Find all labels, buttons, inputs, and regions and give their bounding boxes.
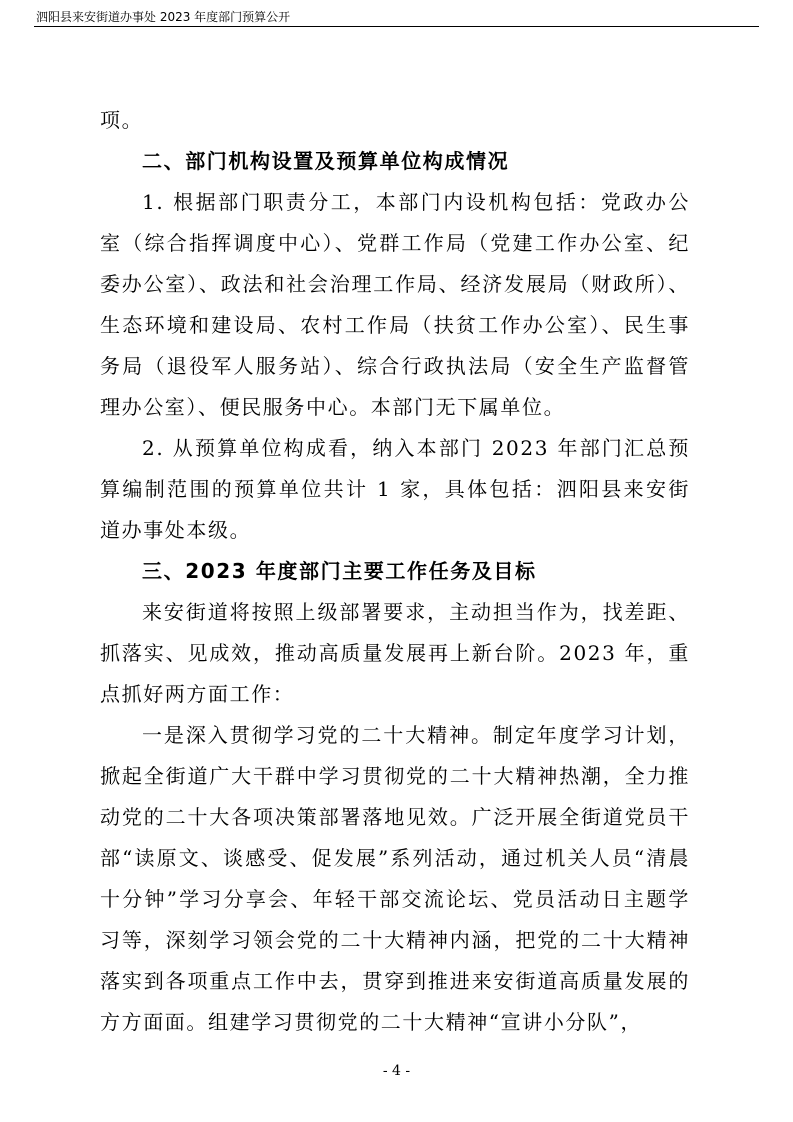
paragraph-internal-structure: 1. 根据部门职责分工，本部门内设机构包括：党政办公室（综合指挥调度中心）、党群工作局（党建工作办公室、纪委办公室）、政法和社会治理工作局、经济发展局（财政所）、生态环境和建设局、农村工作局（扶贫工作办公室）、民生事务局（退役军人服务站）、综合行政执法局（安全生产监督管理办公室）、便民服务中心。本部门无下属单位。 xyxy=(100,190,690,419)
page-number: - 4 - xyxy=(382,1063,411,1079)
document-body xyxy=(100,100,690,1043)
paragraph-work-overview: 来安街道将按照上级部署要求，主动担当作为，找差距、抓落实、见成效，推动高质量发展再上新台阶。2023 年，重点抓好两方面工作： xyxy=(100,600,690,706)
section-heading-3: 三、2023 年度部门主要工作任务及目标 xyxy=(142,559,537,583)
header-divider xyxy=(34,26,759,27)
section-heading-2: 二、部门机构设置及预算单位构成情况 xyxy=(142,149,510,173)
running-header: 泗阳县来安街道办事处 2023 年度部门预算公开 xyxy=(36,10,291,24)
paragraph-continuation: 项。 xyxy=(100,108,144,132)
paragraph-work-item-1: 一是深入贯彻学习党的二十大精神。制定年度学习计划，掀起全街道广大干群中学习贯彻党的二十大精神热潮，全力推动党的二十大各项决策部署落地见效。广泛开展全街道党员干部“读原文、谈感受、促发展”系列活动，通过机关人员“清晨十分钟”学习分享会、年轻干部交流论坛、党员活动日主题学习等，深刻学习领会党的二十大精神内涵，把党的二十大精神落实到各项重点工作中去，贯穿到推进来安街道高质量发展的方方面面。组建学习贯彻党的二十大精神“宣讲小分队”， xyxy=(100,723,690,1034)
paragraph-budget-units: 2. 从预算单位构成看，纳入本部门 2023 年部门汇总预算编制范围的预算单位共计 1 家，具体包括：泗阳县来安街道办事处本级。 xyxy=(100,436,690,542)
